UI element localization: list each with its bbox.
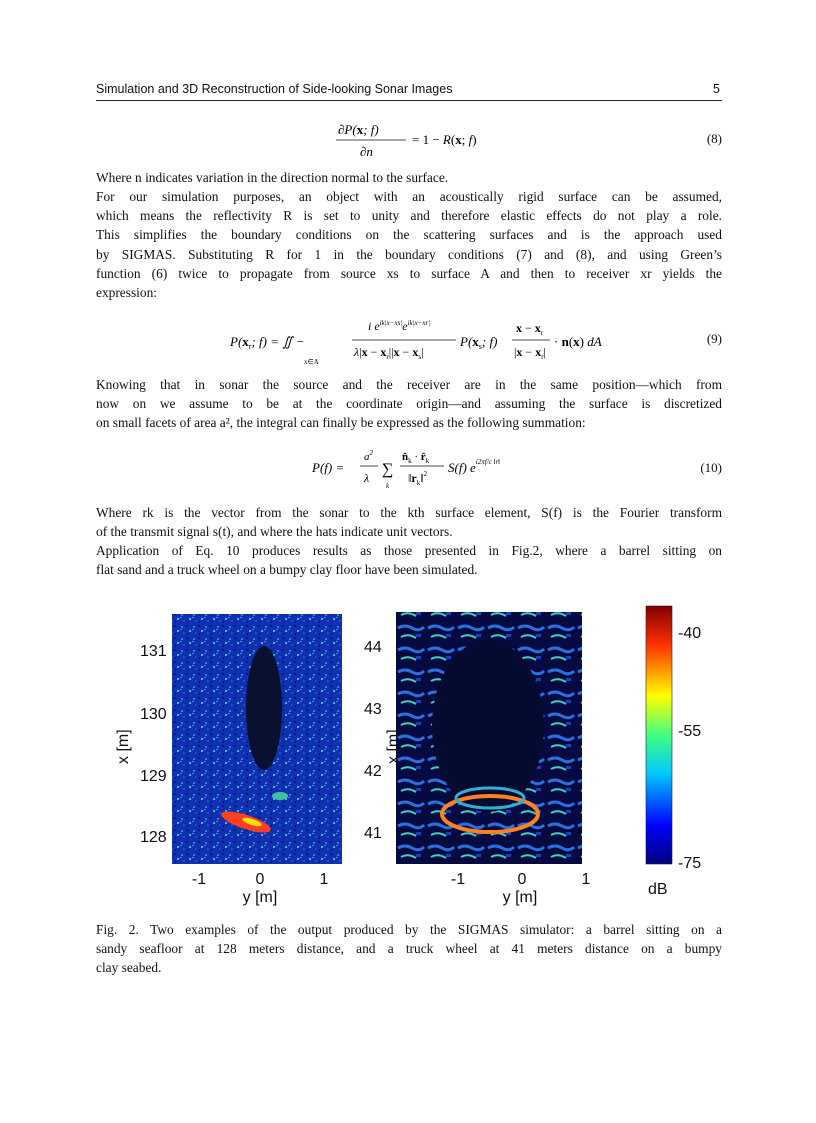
equation-8-number: (8) xyxy=(706,131,722,146)
paragraph-line: This simplifies the boundary conditions on the scattering surfaces and is the approach used xyxy=(96,227,722,243)
page-number: 5 xyxy=(713,82,720,96)
caption-line: sandy seafloor at 128 meters distance, and a truck wheel at 41 meters distance on a bumpy xyxy=(96,941,722,957)
right-ytick: 42 xyxy=(364,763,382,780)
running-header xyxy=(96,80,722,101)
right-xtick: -1 xyxy=(450,871,466,888)
colorbar-tick: -75 xyxy=(678,855,702,872)
svg-text:k: k xyxy=(386,482,390,490)
paragraph-line: flat sand and a truck wheel on a bumpy clay floor have been simulated. xyxy=(96,562,478,578)
equation-9-number: (9) xyxy=(706,331,722,346)
left-xtick: 0 xyxy=(255,871,265,888)
equation-8 xyxy=(330,118,510,162)
paragraph-2 xyxy=(96,187,722,302)
left-ylabel: x [m] xyxy=(115,729,132,764)
colorbar xyxy=(646,606,672,864)
figure-caption xyxy=(96,920,722,978)
svg-text:i eik|x−xs|eik|x−xr|: i $e^{ik|x-xs|}e^{ik|x-xr|}$ xyxy=(368,319,431,333)
barrel-shadow xyxy=(246,646,282,770)
wheel-shadow xyxy=(432,640,544,812)
caption-line: clay seabed. xyxy=(96,960,162,976)
svg-text:∂P(x; f): ∂P(x; f) xyxy=(338,122,379,137)
left-xtick: -1 xyxy=(191,871,207,888)
colorbar-tick: -40 xyxy=(678,625,702,642)
right-x-axis xyxy=(451,871,591,906)
paragraph-line: Knowing that in sonar the source and the receiver are in the same position—which from xyxy=(96,377,722,392)
right-ytick: 44 xyxy=(364,639,382,656)
svg-text:x − xr: $x - x_r$ xyxy=(516,321,544,337)
right-ytick: 43 xyxy=(364,701,382,718)
paragraph-line: on small facets of area a², the integral can finally be expressed as the following summation: xyxy=(96,415,586,431)
paragraph-4 xyxy=(96,503,722,541)
equation-10-number: (10) xyxy=(700,460,722,475)
left-y-axis xyxy=(115,643,167,846)
equation-10 xyxy=(310,442,550,496)
caption-line: Fig. 2. Two examples of the output produced by the SIGMAS simulator: a barrel sitting on a xyxy=(96,922,722,937)
paragraph-1 xyxy=(96,168,722,187)
paragraph-line: expression: xyxy=(96,285,157,301)
left-xtick: 1 xyxy=(319,871,329,888)
right-xtick: 0 xyxy=(517,871,527,888)
colorbar-unit: dB xyxy=(648,881,668,898)
paragraph-line: of the transmit signal s(t), and where the hats indicate unit vectors. xyxy=(96,524,453,540)
paragraph-line: function (6) twice to propagate from source xs to surface A and then to receiver xr yields the xyxy=(96,265,722,281)
svg-text:P(xs; f): $P(x_s$; f) xyxy=(460,334,498,351)
paragraph-line: Where rk is the vector from the sonar to the kth surface element, S(f) is the Fourier transform xyxy=(96,505,722,520)
paragraph-line: which means the reflectivity R is set to unity and therefore elastic effects do not play a role. xyxy=(96,208,722,224)
paragraph-line: Application of Eq. 10 produces results as those presented in Fig.2, where a barrel sitting on xyxy=(96,543,722,558)
svg-text:P(f) =: P(f) = xyxy=(312,460,345,475)
svg-text:P(xr; f) = ∬ −: $P(x_r$; f) = ∬ − xyxy=(230,334,305,351)
svg-text:λ: λ xyxy=(364,471,370,485)
svg-text:= 1 − R(x; f): = 1 − R(x; f) xyxy=(412,132,477,147)
paragraph-line: Where n indicates variation in the direction normal to the surface. xyxy=(96,170,449,185)
paragraph-line: now on we assume to be at the coordinate origin—and assuming the surface is discretized xyxy=(96,396,722,412)
left-x-axis xyxy=(192,871,329,906)
svg-text:λ|x − xr||x − xs|: $\lambda|x - x_r||x - x_s|$ xyxy=(354,345,424,361)
paragraph-line: For our simulation purposes, an object with an acoustically rigid surface can be assumed, xyxy=(96,189,722,204)
colorbar-tick: -55 xyxy=(678,723,702,740)
right-xlabel: y [m] xyxy=(502,889,538,906)
right-ylabel: x [m] xyxy=(385,729,402,764)
svg-text:· n(x) dA: · n(x) dA xyxy=(554,334,602,349)
left-ytick: 131 xyxy=(140,643,167,660)
left-ytick: 130 xyxy=(140,706,167,723)
paragraph-3 xyxy=(96,375,722,433)
paragraph-line: by SIGMAS. Substituting R for 1 in the boundary conditions (7) and (8), and using Green’s xyxy=(96,246,722,262)
svg-text:∑: ∑ xyxy=(382,461,394,478)
figure-2-graphic xyxy=(96,600,722,910)
svg-text:‖rk‖2: $‖r_k‖^2$ xyxy=(408,470,428,487)
right-xtick: 1 xyxy=(581,871,591,888)
right-ytick: 41 xyxy=(364,825,382,842)
svg-text:|x − xr|: $|x - x_r|$ xyxy=(514,345,546,361)
left-ytick: 128 xyxy=(140,829,167,846)
svg-text:a2: $a^2$ xyxy=(364,449,373,463)
figure-2 xyxy=(96,600,722,910)
left-ytick: 129 xyxy=(140,768,167,785)
left-xlabel: y [m] xyxy=(242,889,278,906)
equation-9 xyxy=(228,314,628,370)
svg-text:n̂k · r̂k: $n̂_k$ · $r̂_k$ xyxy=(402,451,430,465)
header-title: Simulation and 3D Reconstruction of Side-looking Sonar Images xyxy=(96,82,453,96)
svg-text:x∈A: x∈A xyxy=(304,358,319,366)
paragraph-5 xyxy=(96,541,722,579)
svg-text:∂n: ∂n xyxy=(360,144,373,159)
svg-text:S(f) ei2πf/c ‖r‖: S(f) $e^{i2\pi f/c ‖r‖}$ xyxy=(448,458,501,475)
